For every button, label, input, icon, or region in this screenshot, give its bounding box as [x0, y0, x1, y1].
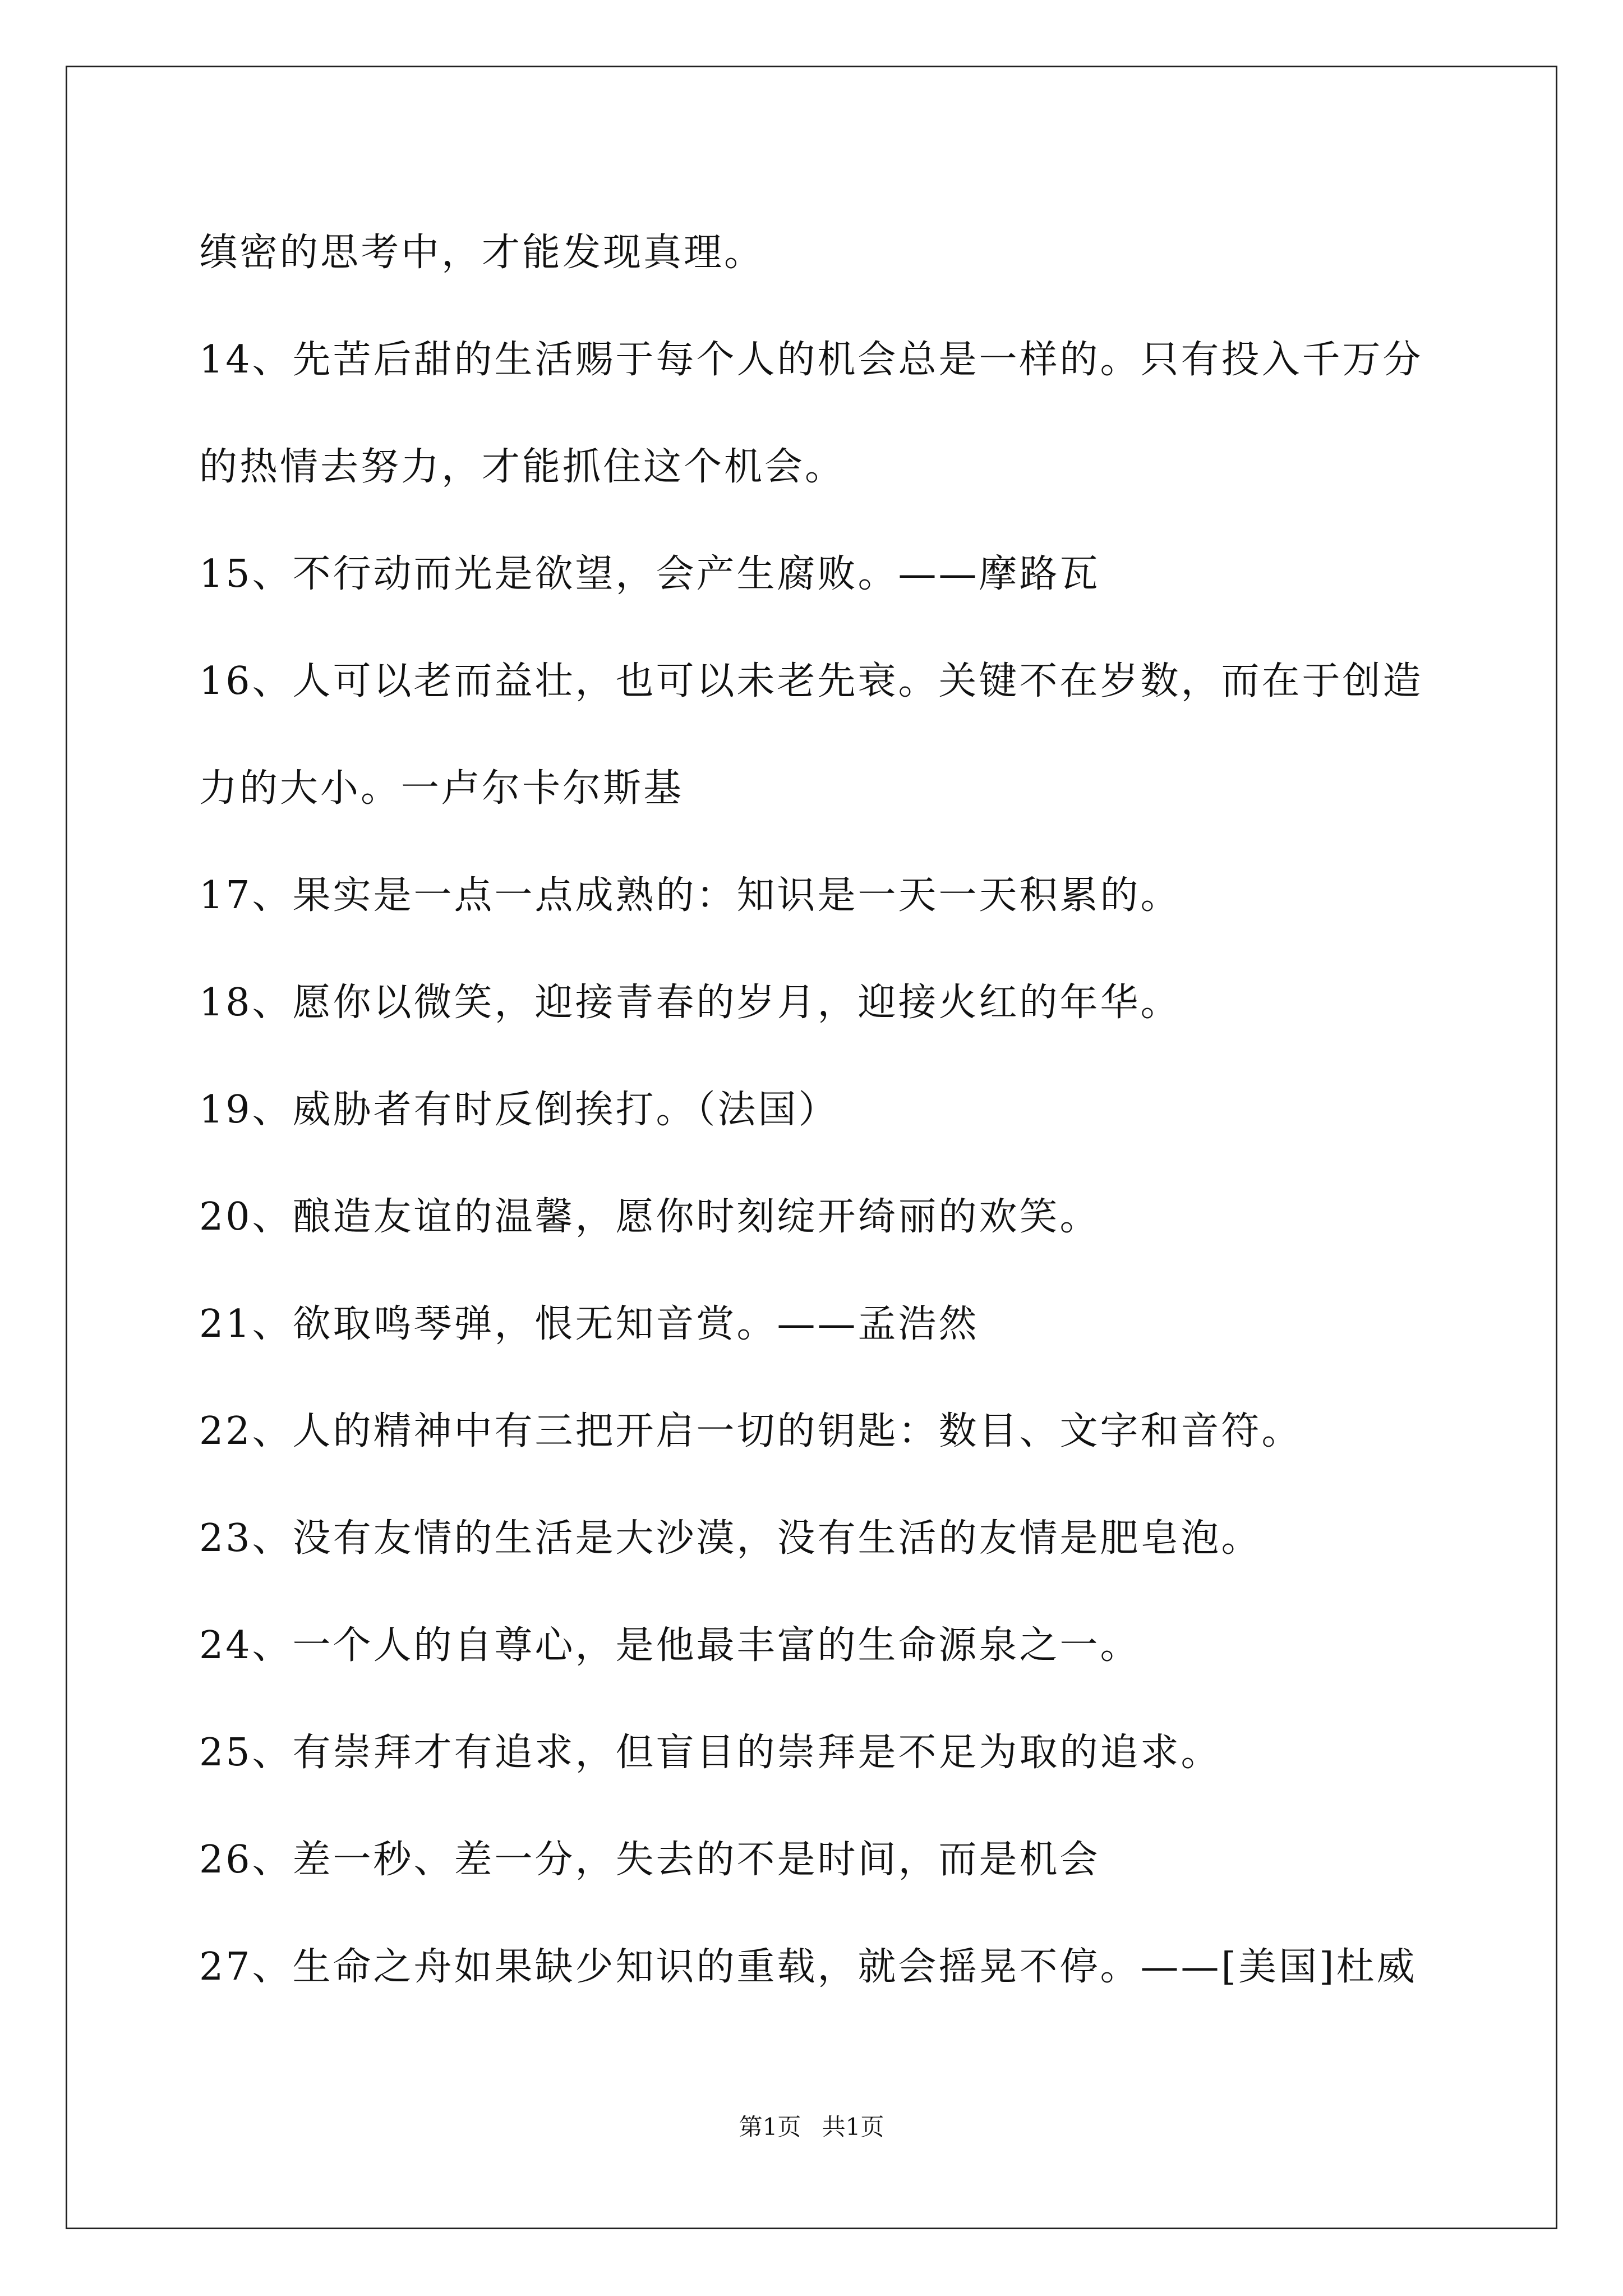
- text-line: 26、差一秒、差一分，失去的不是时间，而是机会: [199, 1838, 1100, 1882]
- text-line: 18、愿你以微笑，迎接青春的岁月，迎接火红的年华。: [199, 981, 1181, 1025]
- text-line: 25、有崇拜才有追求，但盲目的崇拜是不足为取的追求。: [199, 1731, 1221, 1775]
- document-body: [199, 220, 1438, 2041]
- text-line: 19、威胁者有时反倒挨打。（法国）: [199, 1088, 839, 1132]
- text-line: 24、一个人的自尊心，是他最丰富的生命源泉之一。: [199, 1623, 1141, 1668]
- page-number-current: 第1页: [739, 2113, 801, 2141]
- text-line: 23、没有友情的生活是大沙漠，没有生活的友情是肥皂泡。: [199, 1516, 1262, 1561]
- text-line: 的热情去努力，才能抓住这个机会。: [199, 445, 846, 489]
- text-line: 27、生命之舟如果缺少知识的重载，就会摇晃不停。——[美国]杜威: [199, 1945, 1417, 1989]
- text-line: 14、先苦后甜的生活赐于每个人的机会总是一样的。只有投入千万分: [199, 338, 1423, 382]
- text-line: 缜密的思考中，才能发现真理。: [199, 231, 765, 275]
- text-line: 22、人的精神中有三把开启一切的钥匙：数目、文字和音符。: [199, 1409, 1302, 1453]
- text-line: 20、酿造友谊的温馨，愿你时刻绽开绮丽的欢笑。: [199, 1195, 1100, 1239]
- text-line: 17、果实是一点一点成熟的：知识是一天一天积累的。: [199, 873, 1181, 918]
- text-line: 16、人可以老而益壮，也可以未老先衰。关键不在岁数，而在于创造: [199, 659, 1423, 703]
- text-line: 15、不行动而光是欲望，会产生腐败。——摩路瓦: [199, 552, 1100, 596]
- page-number-total: 共1页: [822, 2113, 884, 2141]
- text-line: 21、欲取鸣琴弹，恨无知音赏。——孟浩然: [199, 1302, 979, 1346]
- text-line: 力的大小。一卢尔卡尔斯基: [199, 766, 684, 811]
- page-footer: [0, 2110, 1623, 2144]
